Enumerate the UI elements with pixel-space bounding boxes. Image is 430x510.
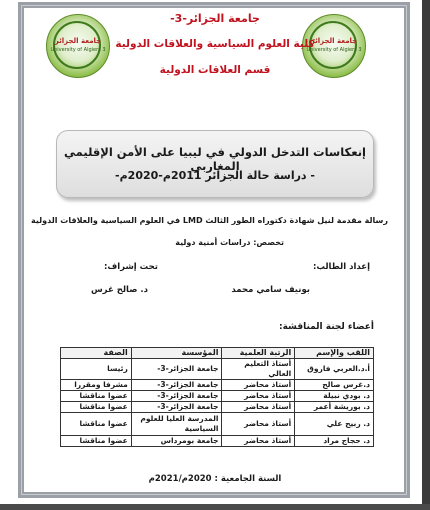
student-name: بونيف سامي محمد — [231, 285, 310, 295]
member-role: عضوا مناقشا — [61, 413, 132, 436]
member-role: عضوا مناقشا — [61, 436, 132, 447]
table-row — [61, 402, 374, 413]
background-edge-bottom — [0, 504, 430, 510]
member-rank: أستاذ محاضر — [222, 402, 295, 413]
member-name: د. بوريشة أعمر — [295, 402, 374, 413]
member-role: عضوا مناقشا — [61, 391, 132, 402]
member-name: أ.د.العربي فاروق — [295, 359, 374, 380]
member-role: عضوا مناقشا — [61, 402, 132, 413]
supervisor-label: تحت إشراف: — [103, 262, 158, 272]
member-rank: أستاذ محاضر — [222, 436, 295, 447]
logo-text-latin: University of Algiers 3 — [306, 47, 362, 53]
logo-text: جامعة الجزائر — [54, 37, 102, 45]
committee-table — [60, 347, 374, 447]
table-row — [61, 380, 374, 391]
member-institution: جامعة الجزائر-3- — [131, 359, 222, 380]
member-name: د. حجاج مراد — [295, 436, 374, 447]
table-row — [61, 436, 374, 447]
member-rank: أستاذ محاضر — [222, 380, 295, 391]
thesis-title: إنعكاسات التدخل الدولي في ليبيا على الأمن الإقليمي المغاربي — [64, 145, 366, 173]
member-name: د. ربيح علي — [295, 413, 374, 436]
table-header-row — [61, 348, 374, 359]
faculty-name: كلية العلوم السياسية والعلاقات الدولية — [115, 38, 315, 50]
member-name: د. بودي نبيلة — [295, 391, 374, 402]
member-rank: أستاذ محاضر — [222, 413, 295, 436]
member-institution: جامعة الجزائر-3- — [131, 402, 222, 413]
member-role: مشرفا ومقررا — [61, 380, 132, 391]
column-header-name: اللقب والإسم — [295, 348, 374, 359]
thesis-title-box — [56, 130, 374, 198]
academic-year: السنة الجامعية : 2020م/2021م — [148, 474, 282, 484]
submission-note: رسالة مقدمة لنيل شهادة دكتوراه الطور الثالث LMD في العلوم السياسية والعلاقات الدولية — [31, 216, 388, 225]
member-role: رئيسا — [61, 359, 132, 380]
member-institution: جامعة الجزائر-3- — [131, 380, 222, 391]
member-rank: أستاذ التعليم العالي — [222, 359, 295, 380]
column-header-role: الصفة — [61, 348, 132, 359]
table-row — [61, 359, 374, 380]
column-header-institution: المؤسسة — [131, 348, 222, 359]
logo-text: جامعة الجزائر — [310, 37, 358, 45]
member-institution: جامعة الجزائر-3- — [131, 391, 222, 402]
member-name: د.غرس صالح — [295, 380, 374, 391]
table-row — [61, 391, 374, 402]
supervisor-name: د. صالح غرس — [90, 285, 148, 295]
committee-heading: أعضاء لجنة المناقشة: — [278, 322, 374, 332]
specialty: تخصص: دراسات أمنية دولية — [175, 238, 284, 247]
university-name: جامعة الجزائر-3- — [170, 12, 260, 25]
member-institution: المدرسة العليا للعلوم السياسية — [131, 413, 222, 436]
student-label: إعداد الطالب: — [312, 262, 370, 272]
member-rank: أستاذ محاضر — [222, 391, 295, 402]
department-name: قسم العلاقات الدولية — [159, 64, 271, 76]
thesis-subtitle: - دراسة حالة الجزائر 2011م-2020م- — [115, 169, 315, 182]
logo-text-latin: University of Algiers 3 — [50, 47, 106, 53]
background-edge-right — [422, 0, 430, 510]
member-institution: جامعة بومرداس — [131, 436, 222, 447]
column-header-rank: الرتبة العلمية — [222, 348, 295, 359]
table-row — [61, 413, 374, 436]
